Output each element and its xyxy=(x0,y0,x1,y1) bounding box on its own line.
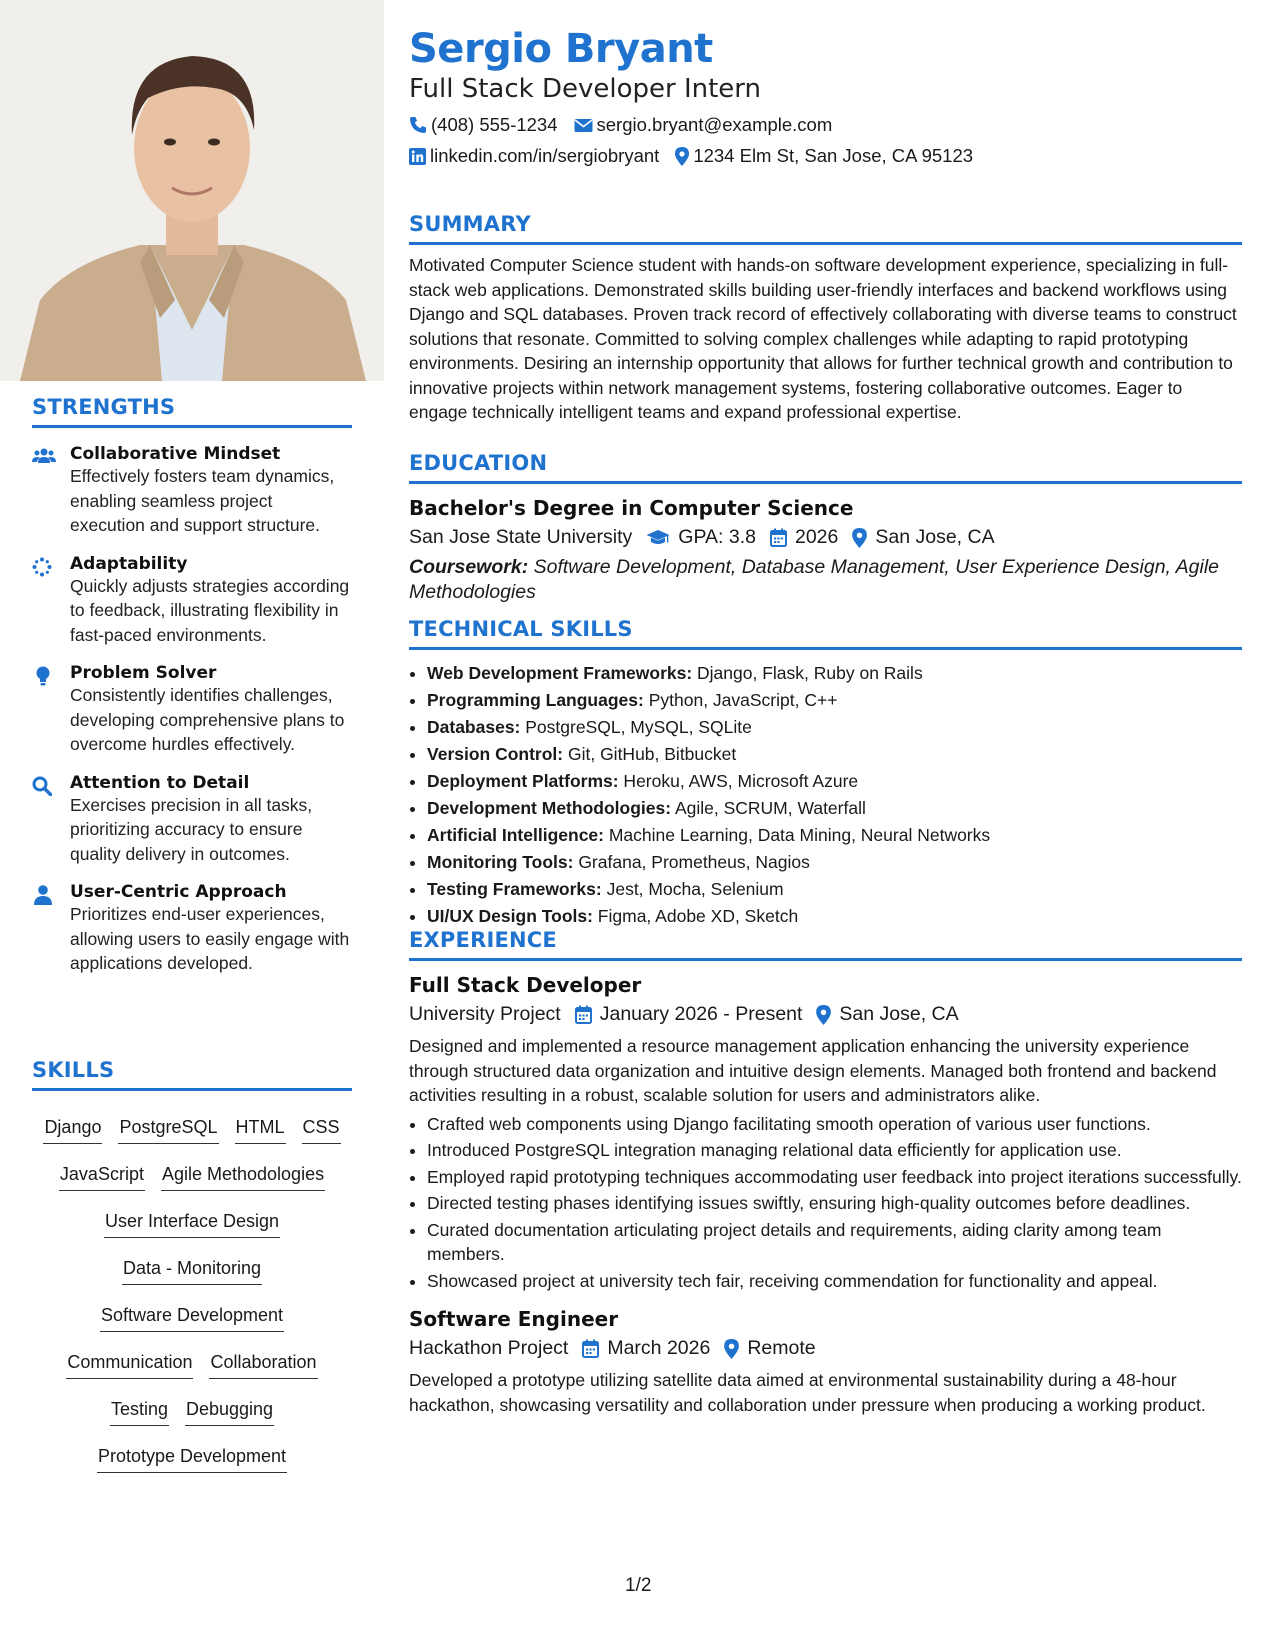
strength-desc: Exercises precision in all tasks, prioritizing accuracy to ensure quality delivery in outcomes. xyxy=(70,794,313,864)
job-entry xyxy=(409,1307,1242,1417)
skill-value: Grafana, Prometheus, Nagios xyxy=(573,852,810,872)
location-item xyxy=(852,526,994,549)
skill-value: Heroku, AWS, Microsoft Azure xyxy=(618,771,859,791)
skill-value: Figma, Adobe XD, Sketch xyxy=(592,906,799,926)
skill-tag: HTML xyxy=(235,1113,286,1144)
skill-tag: Django xyxy=(43,1113,102,1144)
job-title: Software Engineer xyxy=(409,1307,619,1331)
job-description: Developed a prototype utilizing satellite data aimed at environmental sustainability during a 48-hour hackathon, showcasing versatility and collaboration under pressure when producing a working product. xyxy=(409,1370,1206,1415)
skill-tag: Debugging xyxy=(185,1395,274,1426)
skill-tag: Data - Monitoring xyxy=(122,1254,262,1285)
lightbulb-icon xyxy=(32,663,70,757)
list-item: • Directed testing phases identifying issues swiftly, ensuring high-quality outcomes before deadlines. xyxy=(427,1191,1242,1216)
strength-desc: Consistently identifies challenges, developing comprehensive plans to overcome hurdles effectively. xyxy=(70,685,345,754)
school-name: San Jose State University xyxy=(409,526,633,548)
org-item xyxy=(409,1003,561,1026)
job-meta xyxy=(409,1337,1242,1360)
skill-label: Testing Frameworks: xyxy=(427,879,602,899)
org-item xyxy=(409,1337,568,1360)
contact-row xyxy=(409,114,848,136)
gpa-item xyxy=(646,526,756,549)
skill-tag: CSS xyxy=(302,1113,341,1144)
skills-section xyxy=(32,1058,352,1473)
address-item xyxy=(675,145,973,167)
skill-label: Monitoring Tools: xyxy=(427,852,574,872)
list-item xyxy=(427,849,1242,876)
list-item xyxy=(427,876,1242,903)
list-item: • Showcased project at university tech fair, receiving commendation for functionality and appeal. xyxy=(427,1269,1242,1294)
skill-tag: Communication xyxy=(66,1348,193,1379)
list-item xyxy=(427,795,1242,822)
school-item xyxy=(409,526,632,549)
skill-label: Deployment Platforms: xyxy=(427,771,619,791)
users-icon xyxy=(32,444,70,538)
left-column xyxy=(0,0,384,1650)
job-location: Remote xyxy=(747,1337,816,1359)
skill-row xyxy=(32,1207,352,1238)
page-number: 1/2 xyxy=(625,1575,652,1596)
skill-row xyxy=(32,1160,352,1191)
skill-tag: Testing xyxy=(110,1395,169,1426)
map-pin-icon xyxy=(675,147,689,166)
job-date: March 2026 xyxy=(607,1337,711,1359)
user-icon xyxy=(32,882,70,976)
list-item xyxy=(427,660,1242,687)
list-item xyxy=(427,768,1242,795)
skill-value: Git, GitHub, Bitbucket xyxy=(563,744,737,764)
degree-title: Bachelor's Degree in Computer Science xyxy=(409,496,854,520)
strength-desc: Prioritizes end-user experiences, allowing users to easily engage with applications developed. xyxy=(70,904,350,973)
candidate-role: Full Stack Developer Intern xyxy=(409,74,762,104)
year-text: 2026 xyxy=(794,526,839,548)
skill-row xyxy=(32,1442,352,1473)
skill-value: PostgreSQL, MySQL, SQLite xyxy=(520,717,752,737)
coursework-label: Coursework: xyxy=(409,556,529,578)
list-item xyxy=(427,822,1242,849)
profile-photo xyxy=(0,0,384,381)
linkedin-item[interactable] xyxy=(409,145,659,167)
graduation-cap-icon xyxy=(646,529,670,547)
candidate-name: Sergio Bryant xyxy=(409,26,713,72)
strength-name: Adaptability xyxy=(70,553,188,574)
strength-name: Collaborative Mindset xyxy=(70,444,281,464)
experience-section xyxy=(409,928,1242,1417)
phone-item[interactable] xyxy=(409,114,558,136)
skill-value: Jest, Mocha, Selenium xyxy=(601,879,784,899)
technical-skills-section xyxy=(409,617,1242,930)
skill-tag: Prototype Development xyxy=(97,1442,287,1473)
location-item xyxy=(724,1337,815,1360)
strength-item xyxy=(32,444,352,538)
coursework xyxy=(409,555,1242,605)
skills-title: SKILLS xyxy=(32,1058,352,1091)
summary-section xyxy=(409,212,1242,425)
date-item xyxy=(575,1003,803,1026)
skills-list xyxy=(32,1091,352,1473)
strength-item xyxy=(32,882,352,976)
gpa-text: GPA: 3.8 xyxy=(678,526,756,548)
job-org: Hackathon Project xyxy=(409,1337,569,1359)
strengths-section xyxy=(32,395,352,976)
skill-label: Web Development Frameworks: xyxy=(427,663,693,683)
spinner-icon xyxy=(32,554,70,648)
coursework-text: Software Development, Database Management, User Experience Design, Agile Methodologies xyxy=(409,556,1220,603)
linkedin-icon xyxy=(409,148,426,165)
email-item[interactable] xyxy=(574,114,833,136)
skill-row xyxy=(32,1301,352,1332)
skill-value: Python, JavaScript, C++ xyxy=(643,690,838,710)
phone-text: (408) 555-1234 xyxy=(431,114,558,135)
address-text: 1234 Elm St, San Jose, CA 95123 xyxy=(693,145,974,166)
skill-label: UI/UX Design Tools: xyxy=(427,906,593,926)
job-location: San Jose, CA xyxy=(839,1003,959,1025)
list-item xyxy=(427,687,1242,714)
skill-value: Django, Flask, Ruby on Rails xyxy=(692,663,923,683)
skill-row xyxy=(32,1113,352,1144)
skill-row xyxy=(32,1395,352,1426)
list-item xyxy=(427,741,1242,768)
job-org: University Project xyxy=(409,1003,561,1025)
job-date: January 2026 - Present xyxy=(599,1003,803,1025)
linkedin-text: linkedin.com/in/sergiobryant xyxy=(430,145,660,166)
list-item: • Curated documentation articulating project details and requirements, aiding clarity among team members. xyxy=(427,1218,1242,1267)
map-pin-icon xyxy=(852,528,867,548)
summary-text: Motivated Computer Science student with hands-on software development experience, specializing in full-stack web applications. Demonstrated skills building user-friendly interfaces and backend workflows using Django and SQL databases. Proven track record of effectively collaborating with diverse teams to construct solutions that resonate. Committed to solving complex challenges while adapting to rapid prototyping environments. Desiring an internship opportunity that allows for further technical growth and contribution to innovative projects within network management systems, fostering collaborative outcomes. Eager to engage technically intelligent teams and expand professional expertise. xyxy=(409,255,1237,422)
map-pin-icon xyxy=(816,1005,831,1025)
experience-title: EXPERIENCE xyxy=(409,928,1242,961)
skill-tag: Agile Methodologies xyxy=(161,1160,325,1191)
skill-label: Databases: xyxy=(427,717,521,737)
education-meta xyxy=(409,526,1242,549)
skill-row xyxy=(32,1254,352,1285)
skill-row xyxy=(32,1348,352,1379)
skill-value: Agile, SCRUM, Waterfall xyxy=(671,798,866,818)
strength-item xyxy=(32,554,352,648)
education-section xyxy=(409,451,1242,605)
strength-desc: Effectively fosters team dynamics, enabling seamless project execution and support structure. xyxy=(70,466,335,535)
list-item: • Introduced PostgreSQL integration managing relational data efficiently for application use. xyxy=(427,1138,1242,1163)
job-entry xyxy=(409,973,1242,1293)
map-pin-icon xyxy=(724,1339,739,1359)
strength-name: User-Centric Approach xyxy=(70,882,287,902)
list-item xyxy=(427,903,1242,930)
strength-item xyxy=(32,663,352,757)
strength-name: Problem Solver xyxy=(70,663,217,683)
job-description: Designed and implemented a resource management application enhancing the university experience through structured data organization and intuitive design elements. Managed both frontend and backend activities resulting in a robust, scalable solution for users and administrators alike. xyxy=(409,1036,1217,1105)
skill-tag: PostgreSQL xyxy=(118,1113,218,1144)
skill-tag: JavaScript xyxy=(59,1160,145,1191)
skill-label: Artificial Intelligence: xyxy=(427,825,604,845)
education-title: EDUCATION xyxy=(409,451,1242,484)
job-title: Full Stack Developer xyxy=(409,973,642,997)
skill-label: Development Methodologies: xyxy=(427,798,672,818)
strength-item xyxy=(32,773,352,867)
skill-tag: Software Development xyxy=(100,1301,284,1332)
job-meta xyxy=(409,1003,1242,1026)
job-bullets xyxy=(409,1112,1242,1294)
year-item xyxy=(770,526,838,549)
calendar-icon xyxy=(582,1339,599,1358)
skill-tag: Collaboration xyxy=(209,1348,317,1379)
strength-desc: Quickly adjusts strategies according to feedback, illustrating flexibility in fast-paced environments. xyxy=(70,575,350,645)
list-item xyxy=(427,714,1242,741)
location-text: San Jose, CA xyxy=(875,526,995,548)
date-item xyxy=(582,1337,710,1360)
search-icon xyxy=(32,773,70,867)
envelope-icon xyxy=(574,118,593,133)
calendar-icon xyxy=(770,528,787,547)
strength-name: Attention to Detail xyxy=(70,772,250,793)
skill-tag: User Interface Design xyxy=(104,1207,280,1238)
email-text: sergio.bryant@example.com xyxy=(596,114,833,135)
location-item xyxy=(816,1003,958,1026)
skill-label: Programming Languages: xyxy=(427,690,644,710)
list-item: • Employed rapid prototyping techniques accommodating user feedback into project iterations successfully. xyxy=(427,1165,1242,1190)
strengths-title: STRENGTHS xyxy=(32,395,352,428)
technical-skills-list xyxy=(409,660,1242,930)
calendar-icon xyxy=(575,1005,592,1024)
summary-title: SUMMARY xyxy=(409,212,1242,245)
contact-row xyxy=(409,145,989,167)
skill-value: Machine Learning, Data Mining, Neural Networks xyxy=(603,825,991,845)
phone-icon xyxy=(409,116,427,134)
skill-label: Version Control: xyxy=(427,744,564,764)
list-item: • Crafted web components using Django facilitating smooth operation of various user functions. xyxy=(427,1112,1242,1137)
technical-skills-title: TECHNICAL SKILLS xyxy=(409,617,1242,650)
